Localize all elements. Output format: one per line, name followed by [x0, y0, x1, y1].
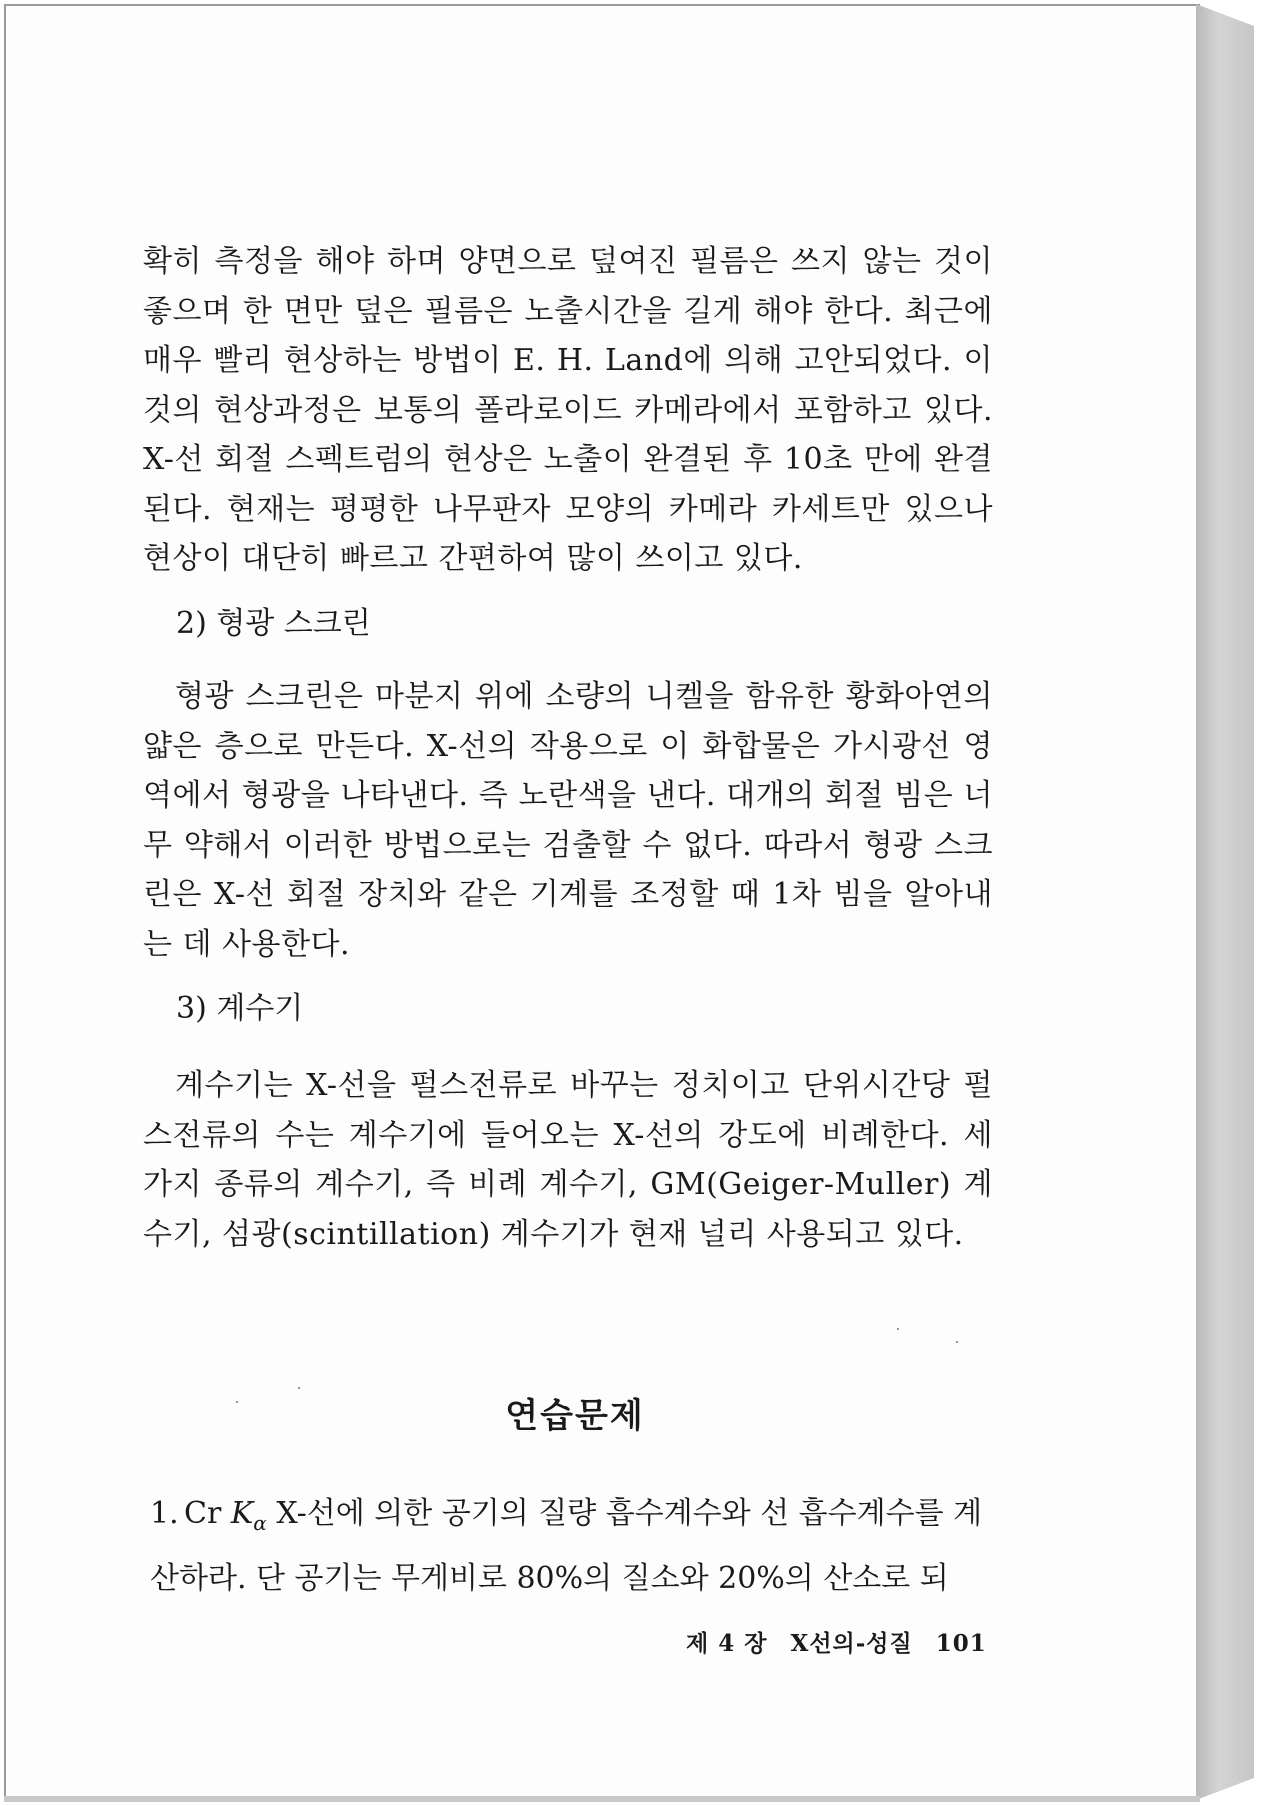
- paragraph-fluorescent-screen: 형광 스크린은 마분지 위에 소량의 니켈을 함유한 황화아연의 얇은 층으로 만든다. X-선의 작용으로 이 화합물은 가시광선 영역에서 형광을 나타낸다. 즉 노란색을 낸다. 대개의 회절 빔은 너무 약해서 이러한 방법으로는 검출할 수 없다. 따라서 형광 스크린은 X-선 회절 장치와 같은 기계를 조정할 때 1차 빔을 알아내는 데 사용한다.: [143, 679, 993, 962]
- scan-speck: [956, 1341, 958, 1343]
- paragraph-counter: 계수기는 X-선을 펄스전류로 바꾸는 정치이고 단위시간당 펄스전류의 수는 계수기에 들어오는 X-선의 강도에 비례한다. 세 가지 종류의 계수기, 즉 비례 계수기, GM(Geiger-Muller) 계수기, 섬광(scintillation) 계수기가 현재 널리 사용되고 있다.: [143, 1068, 993, 1252]
- paragraph-photographic-film: 확히 측정을 해야 하며 양면으로 덮여진 필름은 쓰지 않는 것이 좋으며 한 면만 덮은 필름은 노출시간을 길게 해야 한다. 최근에 매우 빨리 현상하는 방법이 E. H. Land에 의해 고안되었다. 이것의 현상과정은 보통의 폴라로이드 카메라에서 포함하고 있다. X-선 회절 스펙트럼의 현상은 노출이 완결된 후 10초 만에 완결된다. 현재는 평평한 나무판자 모양의 카메라 카세트만 있으나 현상이 대단히 빠르고 간편하여 많이 쓰이고 있다.: [143, 244, 993, 576]
- exercise-problem-1: [150, 1486, 995, 1607]
- page-edge-shadow: [1196, 4, 1254, 1800]
- scan-speck: [897, 1328, 899, 1330]
- scan-speck: [298, 1387, 300, 1389]
- scan-speck: [236, 1401, 238, 1403]
- page-bottom-shadow: [4, 1796, 1200, 1802]
- problem-number: 1.: [150, 1496, 179, 1531]
- alpha-subscript: α: [253, 1511, 267, 1535]
- exercise-title: 연습문제: [505, 1396, 645, 1436]
- k-alpha-symbol: K: [230, 1496, 254, 1531]
- page-footer: [686, 1625, 1001, 1658]
- section-heading-counter: 3) 계수기: [176, 991, 304, 1026]
- problem-prefix: Cr: [184, 1496, 231, 1531]
- problem-text: X-선에 의한 공기의 질량 흡수계수와 선 흡수계수를 계산하라. 단 공기는 무게비로 80%의 질소와 20%의 산소로 되: [150, 1496, 983, 1596]
- footer-chapter: 제 4 장: [686, 1630, 768, 1657]
- footer-page-number: 101: [935, 1630, 987, 1657]
- footer-chapter-title: X선의-성질: [790, 1630, 913, 1657]
- section-heading-fluorescent-screen: 2) 형광 스크린: [176, 606, 371, 641]
